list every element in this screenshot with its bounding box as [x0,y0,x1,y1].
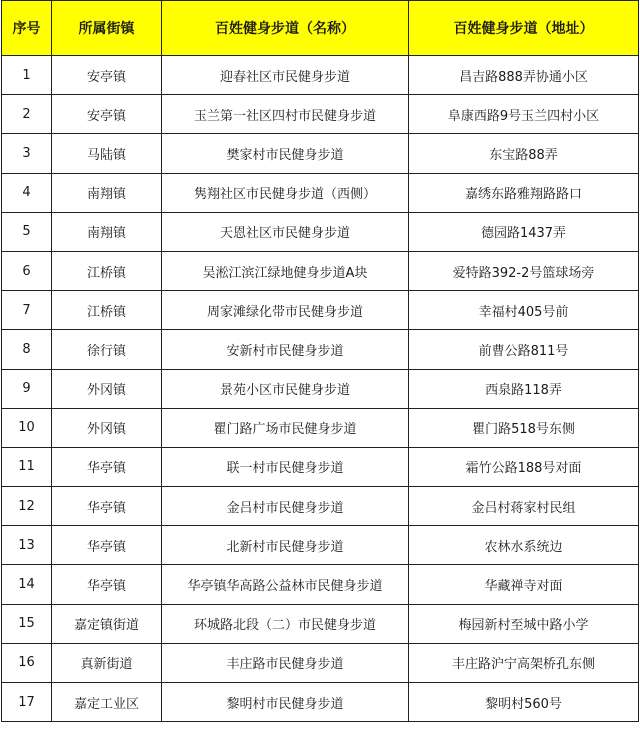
cell-index: 7 [2,291,52,330]
cell-index: 1 [2,56,52,95]
cell-street-town: 华亭镇 [52,447,162,486]
cell-trail-name: 周家滩绿化带市民健身步道 [162,291,409,330]
cell-street-town: 华亭镇 [52,487,162,526]
cell-trail-address: 西泉路118弄 [409,369,639,408]
header-index: 序号 [2,1,52,56]
cell-trail-address: 德园路1437弄 [409,212,639,251]
table-header [2,1,639,56]
header-street-town: 所属街镇 [52,1,162,56]
cell-street-town: 江桥镇 [52,291,162,330]
table-row [2,134,639,173]
table-row [2,330,639,369]
cell-index: 6 [2,251,52,290]
table-row [2,487,639,526]
cell-trail-address: 爱特路392-2号篮球场旁 [409,251,639,290]
cell-index: 12 [2,487,52,526]
cell-index: 13 [2,526,52,565]
cell-trail-address: 阜康西路9号玉兰四村小区 [409,95,639,134]
cell-trail-address: 昌吉路888弄协通小区 [409,56,639,95]
cell-trail-address: 黎明村560号 [409,683,639,722]
cell-street-town: 外冈镇 [52,408,162,447]
cell-index: 8 [2,330,52,369]
cell-trail-address: 丰庄路沪宁高架桥孔东侧 [409,643,639,682]
table-row [2,173,639,212]
table-row [2,291,639,330]
table-body [2,56,639,722]
cell-street-town: 江桥镇 [52,251,162,290]
cell-street-town: 马陆镇 [52,134,162,173]
cell-trail-name: 丰庄路市民健身步道 [162,643,409,682]
cell-street-town: 安亭镇 [52,95,162,134]
table-row [2,526,639,565]
table-row [2,95,639,134]
cell-trail-address: 梅园新村至城中路小学 [409,604,639,643]
cell-street-town: 南翔镇 [52,212,162,251]
cell-index: 2 [2,95,52,134]
table-row [2,251,639,290]
cell-index: 11 [2,447,52,486]
cell-street-town: 南翔镇 [52,173,162,212]
header-trail-address: 百姓健身步道（地址） [409,1,639,56]
cell-trail-name: 吴淞江滨江绿地健身步道A块 [162,251,409,290]
table-row [2,212,639,251]
table-row [2,565,639,604]
cell-street-town: 外冈镇 [52,369,162,408]
cell-trail-name: 金吕村市民健身步道 [162,487,409,526]
cell-trail-name: 天恩社区市民健身步道 [162,212,409,251]
cell-trail-address: 农林水系统边 [409,526,639,565]
cell-street-town: 华亭镇 [52,526,162,565]
cell-trail-name: 瞿门路广场市民健身步道 [162,408,409,447]
cell-street-town: 真新街道 [52,643,162,682]
cell-trail-address: 嘉绣东路雅翔路路口 [409,173,639,212]
fitness-trail-table [1,0,639,722]
cell-index: 3 [2,134,52,173]
cell-index: 16 [2,643,52,682]
header-trail-name: 百姓健身步道（名称） [162,1,409,56]
cell-street-town: 安亭镇 [52,56,162,95]
cell-trail-name: 玉兰第一社区四村市民健身步道 [162,95,409,134]
cell-index: 17 [2,683,52,722]
cell-index: 5 [2,212,52,251]
table-row [2,683,639,722]
cell-trail-address: 前曹公路811号 [409,330,639,369]
cell-index: 9 [2,369,52,408]
cell-trail-address: 瞿门路518号东侧 [409,408,639,447]
cell-trail-name: 迎春社区市民健身步道 [162,56,409,95]
table-row [2,643,639,682]
table-row [2,447,639,486]
cell-street-town: 嘉定工业区 [52,683,162,722]
cell-index: 14 [2,565,52,604]
cell-trail-name: 联一村市民健身步道 [162,447,409,486]
cell-trail-name: 华亭镇华高路公益林市民健身步道 [162,565,409,604]
cell-trail-address: 霜竹公路188号对面 [409,447,639,486]
cell-street-town: 嘉定镇街道 [52,604,162,643]
header-row [2,1,639,56]
cell-street-town: 徐行镇 [52,330,162,369]
cell-index: 10 [2,408,52,447]
cell-trail-address: 金吕村蒋家村民组 [409,487,639,526]
cell-trail-name: 樊家村市民健身步道 [162,134,409,173]
table-row [2,369,639,408]
cell-trail-address: 东宝路88弄 [409,134,639,173]
table-row [2,604,639,643]
cell-street-town: 华亭镇 [52,565,162,604]
cell-trail-name: 环城路北段（二）市民健身步道 [162,604,409,643]
cell-trail-name: 隽翔社区市民健身步道（西侧） [162,173,409,212]
cell-trail-name: 黎明村市民健身步道 [162,683,409,722]
cell-trail-name: 景苑小区市民健身步道 [162,369,409,408]
cell-index: 15 [2,604,52,643]
cell-trail-address: 华藏禅寺对面 [409,565,639,604]
table-row [2,408,639,447]
table-row [2,56,639,95]
cell-index: 4 [2,173,52,212]
cell-trail-name: 北新村市民健身步道 [162,526,409,565]
cell-trail-name: 安新村市民健身步道 [162,330,409,369]
cell-trail-address: 幸福村405号前 [409,291,639,330]
